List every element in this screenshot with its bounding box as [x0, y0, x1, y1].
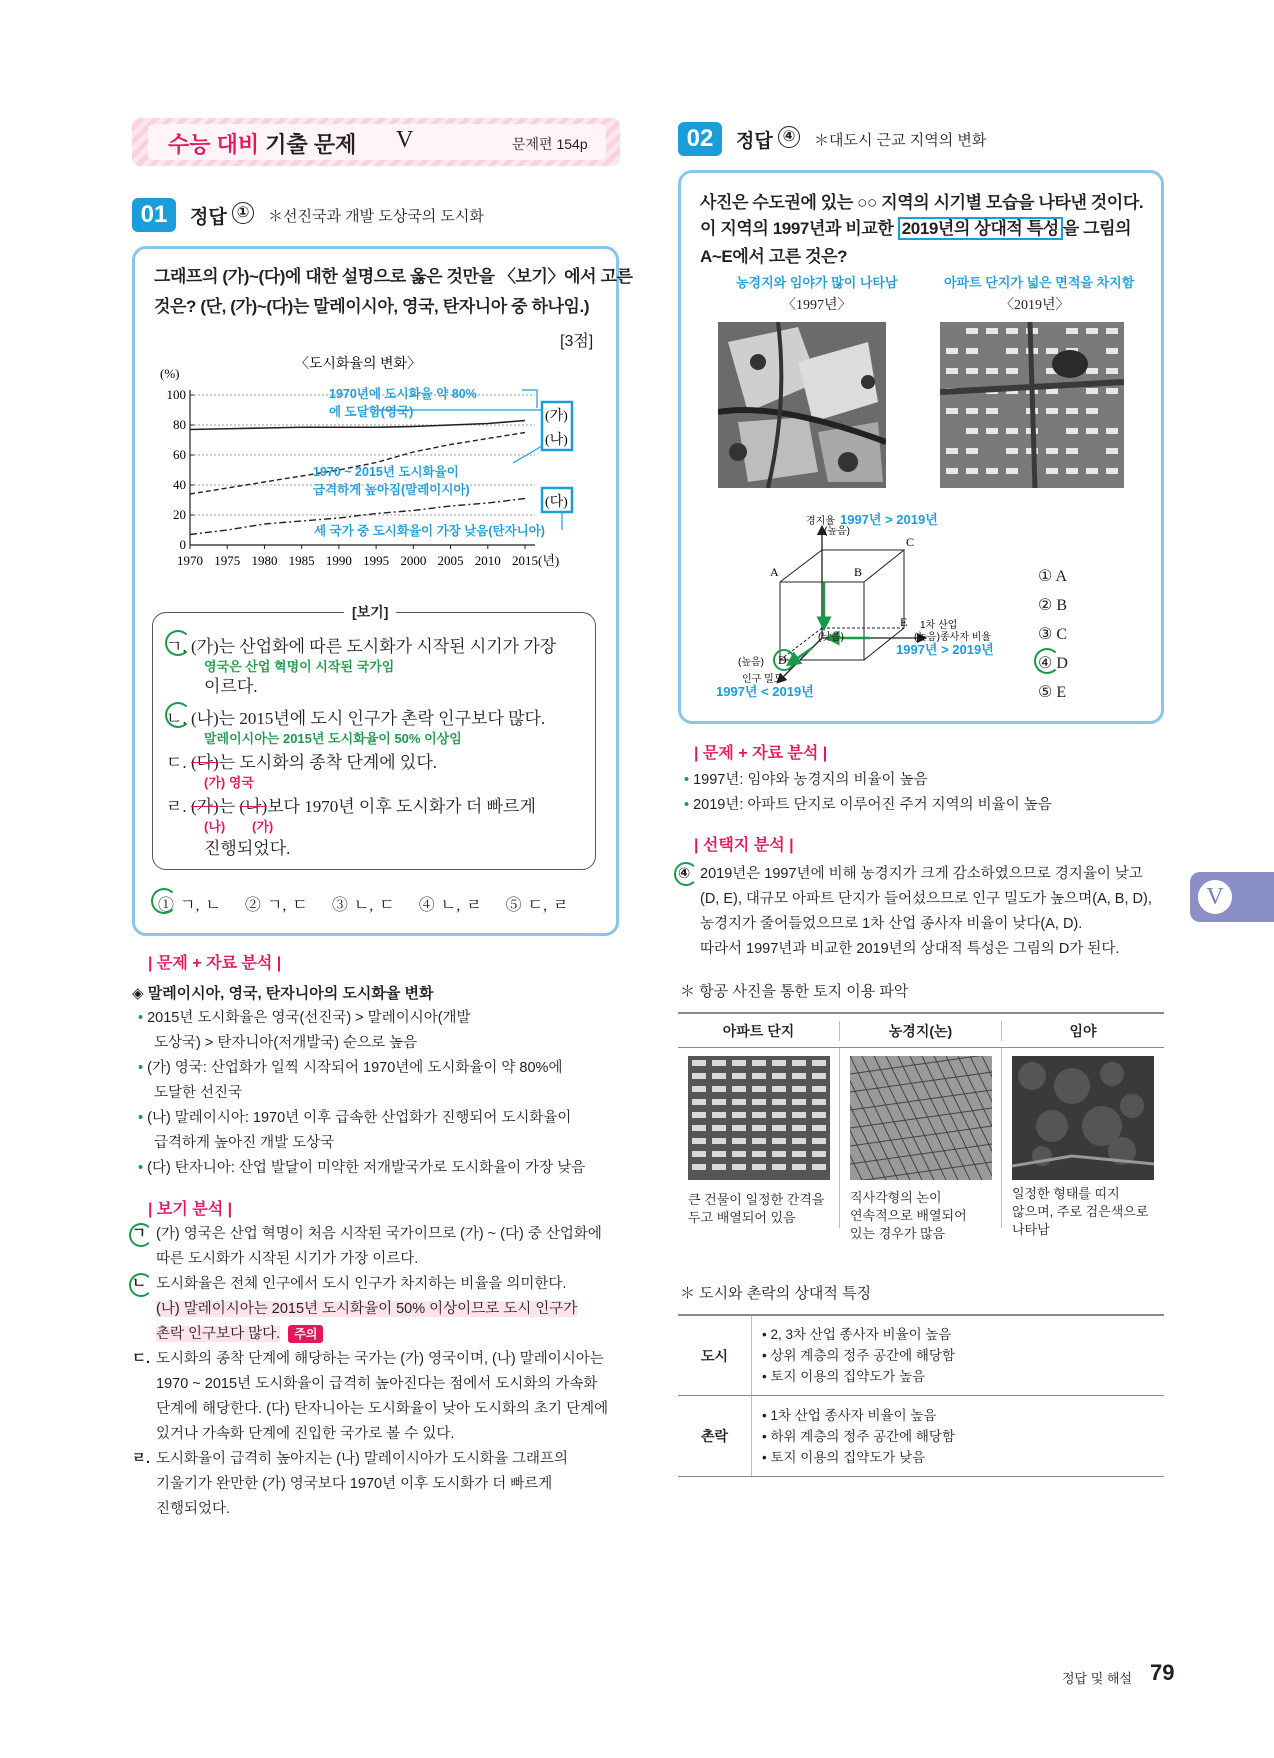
apartment-block — [792, 1060, 806, 1066]
apartment-block — [712, 1151, 726, 1157]
x-tick-label: 2015(년) — [512, 553, 560, 568]
apartment-block — [692, 1138, 706, 1144]
apartment-block — [792, 1151, 806, 1157]
row-city-item-1: • 2, 3차 산업 종사자 비율이 높음 — [762, 1327, 952, 1342]
urbanization-chart — [150, 350, 600, 590]
annot2-line2: 급격하게 높아짐(말레이시아) — [313, 483, 470, 497]
q2-choice-1: ① A — [1038, 568, 1068, 585]
bogi-analysis-g-check-icon — [129, 1223, 153, 1247]
bogi-analysis-heading: | 보기 분석 | — [148, 1201, 233, 1218]
banner-ref: 문제편 154p — [512, 136, 588, 152]
apartment-block — [1006, 468, 1018, 474]
annot3: 세 국가 중 도시화율이 가장 낮음(탄자니아) — [314, 524, 545, 538]
apartment-block — [1046, 348, 1058, 354]
apartment-block — [772, 1060, 786, 1066]
axis-z-note: 1997년 > 2019년 — [840, 512, 938, 527]
bogi-n-check-icon — [165, 702, 191, 728]
x-tick-label: 1970 — [177, 553, 203, 568]
bogi-analysis-n2: (나) 말레이시아는 2015년 도시화율이 50% 이상이므로 도시 인구가 — [156, 1301, 578, 1317]
desc-farmland-1: 직사각형의 논이 — [850, 1190, 942, 1205]
apartment-block — [692, 1151, 706, 1157]
desc-farmland-2: 연속적으로 배열되어 — [850, 1208, 967, 1223]
bogi-analysis-r1: 도시화율이 급격히 높아지는 (나) 말레이시아가 도시화율 그래프의 — [156, 1451, 569, 1467]
apartment-block — [772, 1112, 786, 1118]
apartment-block — [966, 348, 978, 354]
apartment-block — [812, 1060, 826, 1066]
apartment-block — [812, 1151, 826, 1157]
bogi-g-mark: ㄱ. — [166, 637, 187, 656]
apartment-block — [966, 428, 978, 434]
apartment-block — [966, 468, 978, 474]
apartment-block — [732, 1060, 746, 1066]
apartment-block — [1086, 368, 1098, 374]
apartment-block — [712, 1164, 726, 1170]
apartment-block — [986, 428, 998, 434]
row-rural-item-2: • 하위 계층의 정주 공간에 해당함 — [762, 1428, 956, 1444]
y-tick-label: 60 — [173, 447, 186, 462]
q2-answer-circle-icon — [1034, 648, 1060, 674]
axis-y-note: 1997년 < 2019년 — [716, 684, 814, 699]
footer-label: 정답 및 해설 — [1062, 1671, 1133, 1686]
bogi-analysis-n3: 촌락 인구보다 많다. — [156, 1326, 281, 1342]
left-analysis-heading: | 문제 + 자료 분석 | — [148, 955, 282, 972]
bogi-d-text: 는 도시화의 종착 단계에 있다. — [218, 753, 438, 772]
q1-choices: ① ㄱ, ㄴ ② ㄱ, ㄷ ③ ㄴ, ㄷ ④ ㄴ, ㄹ ⑤ ㄷ, ㄹ — [158, 897, 569, 914]
choice-analysis-s4: 따라서 1997년과 비교한 2019년의 상대적 특성은 그림의 D가 된다. — [700, 941, 1120, 957]
row-city-label: 도시 — [678, 1316, 752, 1395]
desc-apartment-1: 큰 건물이 일정한 간격을 — [688, 1192, 825, 1207]
apartment-block — [692, 1125, 706, 1131]
apartment-block — [986, 368, 998, 374]
q2-line3: A~E에서 고른 것은? — [700, 247, 848, 266]
right-analysis-heading2: | 선택지 분석 | — [694, 837, 794, 854]
star-heading-2: ＊ 도시와 촌락의 상대적 특징 — [680, 1285, 872, 1302]
callout-bracket-1 — [522, 390, 537, 408]
axis-x-note: 1997년 > 2019년 — [896, 642, 994, 657]
apartment-block — [1006, 328, 1018, 334]
apartment-block — [752, 1164, 766, 1170]
bogi-analysis-r2: 기울기가 완만한 (가) 영국보다 1970년 이후 도시화가 더 빠르게 — [156, 1476, 553, 1492]
apartment-block — [712, 1099, 726, 1105]
x-tick-label: 2000 — [400, 553, 427, 568]
x-tick-label: 2010 — [474, 553, 501, 568]
bogi-analysis-d2: 1970 ~ 2015년 도시화율이 급격히 높아진다는 점에서 도시화의 가속화 — [156, 1376, 598, 1392]
left-analysis-subheading: ◈ 말레이시아, 영국, 탄자니아의 도시화율 변화 — [132, 985, 434, 1002]
q1-topic: ＊선진국과 개발 도상국의 도시화 — [268, 208, 484, 225]
right-analysis-heading1: | 문제 + 자료 분석 | — [694, 745, 828, 762]
y-tick-label: 80 — [173, 417, 186, 432]
q1-question-line2: 것은? (단, (가)~(다)는 말레이시아, 영국, 탄자니아 중 하나임.) — [154, 297, 590, 316]
bogi-n-note: 말레이시아는 2015년 도시화율이 50% 이상임 — [204, 731, 462, 746]
choice-analysis-s1: 2019년은 1997년에 비해 농경지가 크게 감소하였으므로 경지율이 낮고 — [700, 866, 1143, 882]
bogi-r-note2: (가) — [252, 819, 274, 834]
y-tick-label: 0 — [179, 537, 186, 552]
cube — [780, 550, 904, 660]
apartment-block — [1006, 368, 1018, 374]
bogi-analysis-g-mark: ㄱ — [132, 1226, 147, 1242]
q2-answer-label: 정답 — [736, 131, 773, 152]
bogi-d — [166, 748, 437, 773]
apartment-block — [732, 1073, 746, 1079]
apartment-block — [732, 1086, 746, 1092]
x-tick-label: 1985 — [288, 553, 315, 568]
bogi-analysis-d3: 단계에 해당한다. (다) 탄자니아는 도시화율이 낮아 도시화의 초기 단계에 — [156, 1401, 609, 1417]
cube-diagram — [700, 510, 1020, 708]
apartment-block — [812, 1164, 826, 1170]
apartment-block — [772, 1125, 786, 1131]
photo-farmland — [850, 1056, 992, 1180]
apartment-block — [946, 448, 958, 454]
q2-choices — [1038, 562, 1068, 707]
choice-analysis-s3: 농경지가 줄어들었으므로 1차 산업 종사자 비율이 낮다(A, D). — [700, 916, 1083, 932]
bullet-4: (다) 탄자니아: 산업 발달이 미약한 저개발국가로 도시화율이 가장 낮음 — [147, 1160, 586, 1176]
bogi-analysis-n1: 도시화율은 전체 인구에서 도시 인구가 차지하는 비율을 의미한다. — [156, 1276, 567, 1292]
table1-header-apartment: 아파트 단지 — [678, 1021, 840, 1041]
bogi-analysis-g2: 따른 도시화가 시작된 시기가 가장 이르다. — [156, 1251, 419, 1267]
apartment-block — [792, 1073, 806, 1079]
bullet-1a: 2015년 도시화율은 영국(선진국) > 말레이시아(개발 — [147, 1010, 471, 1026]
apartment-block — [732, 1164, 746, 1170]
caution-badge: 주의 — [288, 1325, 323, 1343]
annot1-line1: 1970년에 도시화율 약 80% — [329, 387, 477, 401]
q2-topic: ＊대도시 근교 지역의 변화 — [814, 132, 987, 149]
bogi-g-text2: 이르다. — [204, 677, 258, 696]
series-label-1: (가) — [545, 409, 568, 424]
bogi-d-struck: (다) — [190, 753, 219, 772]
apartment-block — [792, 1138, 806, 1144]
axis-x-label2: 종사자 비율 — [940, 632, 992, 643]
bogi-g-text1: (가)는 산업화에 따른 도시화가 시작된 시기가 가장 — [190, 637, 557, 656]
q2-choice-5: ⑤ E — [1038, 684, 1067, 701]
apartment-block — [712, 1138, 726, 1144]
apartment-block — [1006, 448, 1018, 454]
bogi-analysis-r-mark: ㄹ. — [132, 1451, 151, 1467]
banner-title-2: 기출 문제 — [265, 132, 357, 157]
apartment-block — [946, 468, 958, 474]
apartment-block — [1046, 468, 1058, 474]
row-rural-label: 촌락 — [678, 1396, 752, 1476]
chart-title: 〈도시화율의 변화〉 — [294, 357, 422, 372]
tree-cluster — [1100, 1062, 1124, 1086]
row-rural-item-1: • 1차 산업 종사자 비율이 높음 — [762, 1407, 937, 1423]
apartment-block — [1106, 348, 1118, 354]
apartment-block — [986, 408, 998, 414]
apartment-block — [772, 1073, 786, 1079]
apartment-block — [792, 1164, 806, 1170]
apartment-block — [1066, 448, 1078, 454]
apartment-block — [772, 1086, 786, 1092]
bogi-r-mid: 는 — [218, 797, 236, 816]
apartment-block — [732, 1151, 746, 1157]
apartment-block — [712, 1073, 726, 1079]
bogi-r-mark: ㄹ. — [166, 797, 187, 816]
series-label-2: (나) — [545, 433, 568, 448]
apartment-block — [1086, 328, 1098, 334]
q2-year-right: 〈2019년〉 — [1000, 298, 1070, 313]
point-b: B — [854, 565, 863, 579]
q2-line2b-highlight: 2019년의 상대적 특성 — [898, 217, 1063, 240]
apartment-block — [752, 1086, 766, 1092]
row-city-item-3: • 토지 이용의 집약도가 높음 — [762, 1369, 926, 1384]
point-a: A — [770, 565, 779, 579]
q2-note-right: 아파트 단지가 넓은 면적을 차지함 — [944, 275, 1135, 290]
bogi-n — [166, 704, 545, 729]
apartment-block — [752, 1060, 766, 1066]
table1-header-forest: 임야 — [1069, 1022, 1097, 1039]
desc-apartment-2: 두고 배열되어 있음 — [688, 1210, 796, 1225]
point-e: E — [900, 615, 908, 629]
apartment-block — [752, 1138, 766, 1144]
photo-apartment — [688, 1056, 830, 1180]
apartment-block — [986, 468, 998, 474]
bogi-title: [보기] — [344, 602, 396, 622]
annot1-line2: 에 도달함(영국) — [329, 405, 414, 419]
bogi-analysis — [132, 1222, 622, 1522]
apartment-block — [772, 1151, 786, 1157]
q2-year-left: 〈1997년〉 — [782, 298, 852, 313]
star-heading-1: ＊ 항공 사진을 통한 토지 이용 파악 — [680, 983, 909, 1000]
bogi-analysis-n-check-icon — [129, 1273, 153, 1297]
q2-answer: ④ — [778, 126, 800, 148]
bullet-1b: 도상국) > 탄자니아(저개발국) 순으로 높음 — [154, 1035, 418, 1051]
apartment-block — [966, 328, 978, 334]
bogi-analysis-n-mark: ㄴ — [132, 1276, 147, 1292]
apartment-block — [1066, 428, 1078, 434]
apartment-block — [1006, 428, 1018, 434]
axis-z-high: (높음) — [824, 526, 850, 537]
x-tick-label: 1990 — [325, 553, 352, 568]
apartment-block — [1066, 328, 1078, 334]
q2-note-left: 농경지와 임야가 많이 나타남 — [736, 275, 898, 290]
q2-line2c: 을 그림의 — [1062, 219, 1132, 238]
desc-forest-2: 않으며, 주로 검은색으로 — [1012, 1204, 1149, 1219]
bogi-r-struck1: (가) — [190, 797, 219, 816]
photo-forest — [1012, 1056, 1154, 1180]
tree-cluster — [1036, 1110, 1068, 1142]
apartment-block — [1086, 388, 1098, 394]
q1-answer: ① — [232, 202, 254, 224]
bogi-r-note1: (나) — [204, 819, 226, 834]
choice-analysis-s2: (D, E), 대규모 아파트 단지가 들어섰으므로 인구 밀도가 높으며(A, B, D), — [700, 891, 1152, 907]
apartment-block — [752, 1125, 766, 1131]
apartment-block — [752, 1073, 766, 1079]
aerial-photo-1997 — [718, 322, 886, 488]
low-label: (낮음) — [818, 632, 844, 643]
bogi-g — [166, 632, 556, 657]
apartment-block — [692, 1086, 706, 1092]
apartment-block — [732, 1125, 746, 1131]
apartment-block — [812, 1112, 826, 1118]
apartment-block — [732, 1112, 746, 1118]
apartment-block — [966, 448, 978, 454]
apartment-block — [792, 1112, 806, 1118]
axis-y-high: (높음) — [738, 657, 764, 668]
axis-z-label: 경지율 — [806, 516, 835, 527]
apartment-block — [772, 1099, 786, 1105]
callout-line-2 — [513, 446, 542, 463]
right-analysis-bullets: • 1997년: 임야와 농경지의 비율이 높음 • 2019년: 아파트 단지로 이루어진 주거 지역의 비율이 높음 — [684, 772, 1052, 813]
apartment-block — [732, 1099, 746, 1105]
apartment-block — [1086, 408, 1098, 414]
apartment-block — [1066, 408, 1078, 414]
q1-answer-circle-icon — [151, 888, 177, 914]
apartment-block — [732, 1138, 746, 1144]
q2-line2 — [700, 214, 1131, 244]
unit-side-tab-label: V — [1206, 884, 1224, 910]
x-tick-label: 1995 — [363, 553, 390, 568]
q2-choice-3: ③ C — [1038, 626, 1068, 643]
choice-analysis — [676, 862, 1176, 962]
bogi-d-note: (가) 영국 — [204, 775, 254, 790]
table1-header-farmland: 농경지(논) — [840, 1021, 1002, 1041]
bogi-analysis-d1: 도시화의 종착 단계에 해당하는 국가는 (가) 영국이며, (나) 말레이시아는 — [156, 1351, 604, 1367]
apartment-block — [966, 368, 978, 374]
apartment-block — [1106, 328, 1118, 334]
q2-number-badge: 02 — [678, 122, 722, 156]
chart-unit: (%) — [160, 366, 180, 381]
bullet-2b: 도달한 선진국 — [154, 1085, 243, 1101]
left-analysis-bullets: • 2015년 도시화율은 영국(선진국) > 말레이시아(개발 도상국) > 탄자니아(저개발국) 순으로 높음 • (가) 영국: 산업화가 일찍 시작되어 1970년에 도시화율이 약 80%에 도달한 선진국 • (나) 말레이시아: 1970년 이후 급속한 산업화가 진행되어 도시화율이 급격하게 높아진 개발 도상국 • (다) 탄자니아: 산업 발달이 미약한 저개발국가로 도시화율이 가장 낮음 — [138, 1006, 618, 1181]
q2-line2a: 이 지역의 1997년과 비교한 — [700, 219, 894, 238]
bogi-analysis-g1: (가) 영국은 산업 혁명이 처음 시작된 국가이므로 (가) ~ (다) 중 산업화에 — [156, 1226, 602, 1242]
bogi-n-mark: ㄴ. — [166, 709, 187, 728]
apartment-block — [1106, 468, 1118, 474]
bogi-g-check-icon — [165, 630, 191, 656]
apartment-block — [1106, 448, 1118, 454]
bogi-analysis-d4: 있거나 가속화 단계에 진입한 국가로 볼 수 있다. — [156, 1426, 455, 1442]
apartment-block — [1106, 428, 1118, 434]
apartment-block — [1106, 368, 1118, 374]
apartment-block — [1006, 348, 1018, 354]
apartment-block — [752, 1099, 766, 1105]
apartment-block — [812, 1125, 826, 1131]
q1-answer-label: 정답 — [190, 207, 227, 228]
right-bullet-2: 2019년: 아파트 단지로 이루어진 주거 지역의 비율이 높음 — [693, 797, 1052, 813]
apartment-block — [712, 1112, 726, 1118]
row-rural-item-3: • 토지 이용의 집약도가 낮음 — [762, 1449, 926, 1465]
apartment-block — [692, 1060, 706, 1066]
row-city-item-2: • 상위 계층의 정주 공간에 해당함 — [762, 1348, 956, 1363]
bogi-analysis-d-mark: ㄷ. — [132, 1351, 151, 1367]
apartment-block — [692, 1112, 706, 1118]
apartment-block — [712, 1060, 726, 1066]
city-rural-table — [678, 1314, 1164, 1477]
apartment-block — [946, 368, 958, 374]
bogi-r-text: 보다 1970년 이후 도시화가 더 빠르게 — [267, 797, 536, 816]
x-tick-label: 1980 — [251, 553, 278, 568]
bullet-3b: 급격하게 높아진 개발 도상국 — [154, 1135, 335, 1151]
axis-y-label: 인구 밀도 — [742, 674, 784, 685]
axis-x-high: (높음) — [914, 632, 940, 643]
right-bullet-1: 1997년: 임야와 농경지의 비율이 높음 — [693, 772, 928, 788]
apartment-block — [1046, 448, 1058, 454]
bogi-r-struck2: (나) — [239, 797, 268, 816]
apartment-block — [966, 408, 978, 414]
x-tick-label: 2005 — [437, 553, 464, 568]
apartment-block — [712, 1086, 726, 1092]
banner-title-1: 수능 대비 — [168, 132, 260, 157]
q1-question-line1: 그래프의 (가)~(다)에 대한 설명으로 옳은 것만을 〈보기〉에서 고른 — [154, 267, 633, 286]
apartment-block — [1086, 468, 1098, 474]
q1-points: [3점] — [560, 333, 594, 350]
apartment-block — [1086, 428, 1098, 434]
apartment-block — [812, 1138, 826, 1144]
apartment-block — [946, 408, 958, 414]
apartment-block — [692, 1164, 706, 1170]
choice-analysis-mark: ④ — [678, 866, 691, 882]
apartment-block — [1106, 388, 1118, 394]
desc-forest-3: 나타남 — [1012, 1222, 1050, 1237]
apartment-block — [792, 1125, 806, 1131]
apartment-block — [692, 1073, 706, 1079]
point-c: C — [906, 535, 915, 549]
apartment-block — [812, 1073, 826, 1079]
page-number: 79 — [1150, 1660, 1175, 1685]
bogi-r-text2: 진행되었다. — [204, 839, 291, 858]
apartment-block — [812, 1099, 826, 1105]
apartment-block — [986, 328, 998, 334]
q2-line1: 사진은 수도권에 있는 ○○ 지역의 시기별 모습을 나타낸 것이다. — [700, 193, 1144, 212]
choice-analysis-check-icon — [674, 862, 698, 886]
q2-choice-2: ② B — [1038, 597, 1068, 614]
apartment-block — [752, 1151, 766, 1157]
tree-cluster — [1018, 1062, 1046, 1090]
q2-choice-4: ④ D — [1038, 655, 1068, 672]
apartment-block — [792, 1099, 806, 1105]
series-label-3: (다) — [545, 495, 568, 510]
bullet-2a: (가) 영국: 산업화가 일찍 시작되어 1970년에 도시화율이 약 80%에 — [147, 1060, 563, 1076]
axis-x-label1: 1차 산업 — [920, 620, 958, 631]
y-tick-label: 40 — [173, 477, 186, 492]
q1-number-badge: 01 — [132, 198, 176, 232]
bogi-g-note: 영국은 산업 혁명이 시작된 국가임 — [204, 659, 395, 674]
apartment-block — [772, 1138, 786, 1144]
annot2-line1: 1970 ~ 2015년 도시화율이 — [313, 465, 459, 479]
desc-forest-1: 일정한 형태를 띠지 — [1012, 1186, 1120, 1201]
x-tick-label: 1975 — [214, 553, 241, 568]
tree-cluster — [1120, 1094, 1144, 1118]
apartment-block — [1046, 408, 1058, 414]
apartment-block — [812, 1086, 826, 1092]
bogi-r — [166, 792, 536, 817]
apartment-block — [692, 1099, 706, 1105]
apartment-block — [1066, 468, 1078, 474]
apartment-block — [792, 1086, 806, 1092]
y-tick-label: 100 — [166, 387, 186, 402]
apartment-block — [712, 1125, 726, 1131]
tree-cluster — [1054, 1068, 1090, 1104]
bogi-n-text: (나)는 2015년에 도시 인구가 촌락 인구보다 많다. — [190, 709, 546, 728]
point-d: D — [778, 653, 787, 667]
desc-farmland-3: 있는 경우가 많음 — [850, 1226, 946, 1241]
bullet-3a: (나) 말레이시아: 1970년 이후 급속한 산업화가 진행되어 도시화율이 — [147, 1110, 572, 1126]
bogi-d-mark: ㄷ. — [166, 753, 187, 772]
apartment-block — [752, 1112, 766, 1118]
land-use-table — [678, 1012, 1164, 1241]
y-tick-label: 20 — [173, 507, 186, 522]
bogi-analysis-r3: 진행되었다. — [156, 1501, 231, 1517]
apartment-block — [772, 1164, 786, 1170]
apartment-block — [946, 348, 958, 354]
banner-unit: V — [396, 127, 414, 153]
aerial-photo-2019 — [940, 322, 1124, 488]
